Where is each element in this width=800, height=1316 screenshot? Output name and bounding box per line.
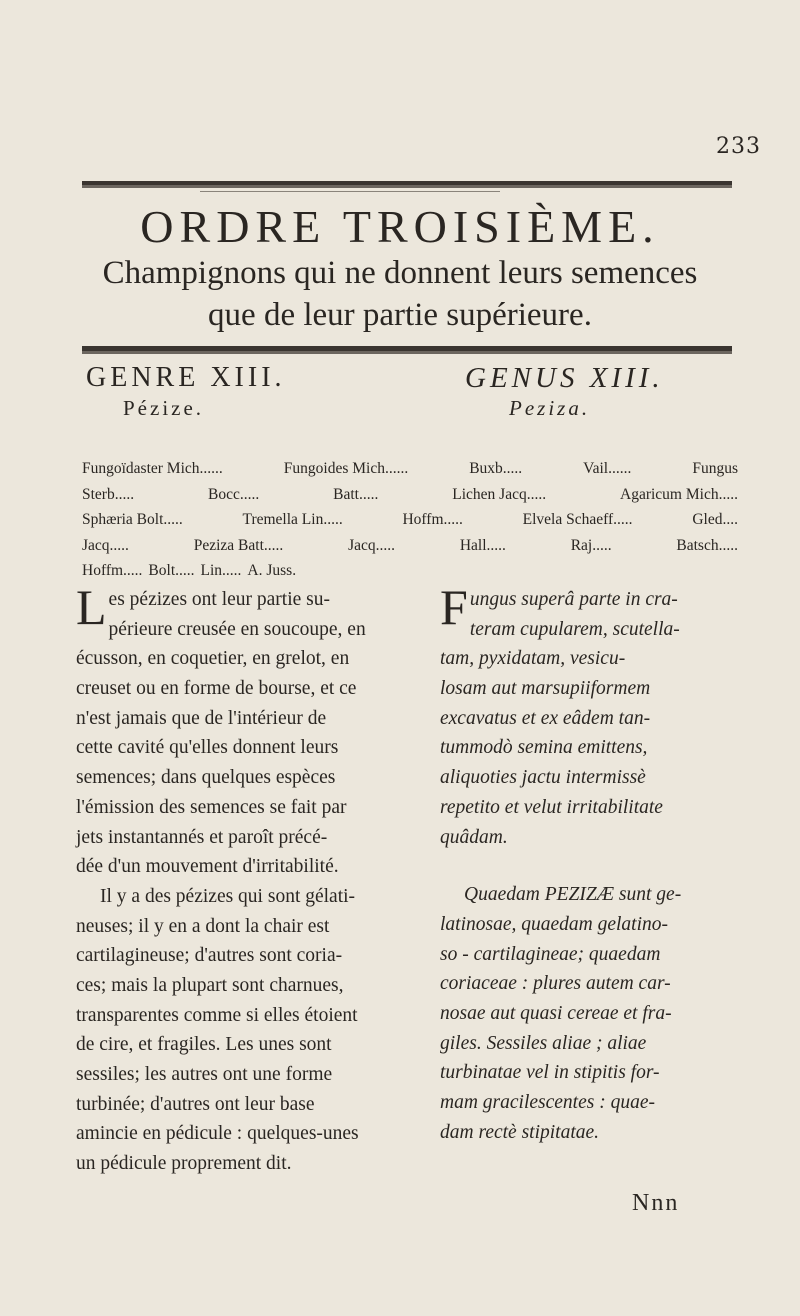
latin-text-line [440,999,754,1029]
french-text-span: transparentes comme si elles étoient [76,1004,358,1026]
latin-text-line [440,615,754,645]
latin-text-span: so - cartilagineae; quaedam [440,943,661,965]
latin-text-span: ungus superâ parte in cra- [469,589,678,610]
latin-text-line [440,1029,754,1059]
french-text-span: ces; mais la plupart sont charnues, [76,974,344,996]
latin-text-span: aliquoties jactu intermissè [440,767,646,789]
french-text-line [76,852,406,882]
synonym-row [82,456,738,482]
order-title: ORDRE TROISIÈME. [140,201,660,252]
latin-text-line [440,1088,754,1118]
synonym-entry: Hoffm..... [402,511,463,528]
synonym-entry: Sterb..... [82,485,135,503]
latin-text-span: giles. Sessiles aliae ; aliae [440,1032,647,1054]
french-text-line [76,763,406,793]
latin-text-span: excavatus et ex eâdem tan- [440,707,651,729]
french-text-span: l'émission des semences se fait par [76,796,347,818]
synonym-entry: Fungus [692,460,738,477]
latin-text-line [440,880,754,910]
latin-text-span: repetito et velut irritabilitate [440,796,663,818]
french-text-span: jets instantannés et paroît précé- [76,826,328,848]
latin-text-span: coriaceae : plures autem car- [440,973,671,995]
synonym-entry: Agaricum Mich..... [620,485,738,503]
latin-text-line [440,823,754,853]
latin-text-span: latinosae, quaedam gelatino- [440,913,669,935]
synonym-entry: Bolt..... [148,562,195,579]
synonym-entry: Jacq..... [348,536,395,554]
synonym-entry: Gled.... [692,511,738,528]
section-rule [82,346,732,354]
subtitle-line-2: que de leur partie supérieure. [208,297,592,333]
latin-text-line [440,674,754,704]
latin-text-span: quâdam. [440,826,508,848]
french-text-span: cette cavité qu'elles donnent leurs [76,737,339,759]
synonym-entry: Tremella Lin..... [242,511,343,528]
genre-heading-latin: GENUS XIII. [465,362,664,394]
latin-text-line [440,644,754,674]
french-text-line [76,941,406,971]
synonym-entry: A. Juss. [247,562,297,579]
french-text-line [76,1030,406,1060]
latin-text-line [440,940,754,970]
french-text-line [76,1090,406,1120]
latin-text-span: nosae aut quasi cereae et fra- [440,1002,672,1024]
synonym-entry: Batt..... [333,485,379,503]
french-text-line [76,1060,406,1090]
french-text-span: Il y a des pézizes qui sont gélati- [100,885,356,907]
synonym-entry: Lin..... [200,562,242,579]
french-text-line [76,971,406,1001]
french-text-span: neuses; il y en a dont la chair est [76,915,330,937]
synonym-entry: Vail...... [583,460,632,477]
latin-text-span: dam rectè stipitatae. [440,1121,600,1143]
latin-description [440,579,754,1147]
synonym-entry: Hall..... [459,536,506,554]
drop-cap: L [76,579,107,635]
synonym-row [82,482,738,508]
signature-mark: Nnn [632,1190,680,1216]
latin-text-span: tummodò semina emittens, [440,737,648,759]
french-text-line [76,912,406,942]
french-text-span: turbinée; d'autres ont leur base [76,1093,315,1115]
synonym-row [82,507,738,533]
french-text-line [76,823,406,853]
french-text-span: écusson, en coquetier, en grelot, en [76,648,350,670]
french-text-line [76,733,406,763]
latin-text-span: teram cupularem, scutella- [469,618,680,640]
french-text-span: n'est jamais que de l'intérieur de [76,707,327,729]
french-text-span: amincie en pédicule : quelques-unes [76,1123,359,1145]
latin-text-span: tam, pyxidatam, vesicu- [440,648,626,670]
french-text-line [76,793,406,823]
synonym-entry: Lichen Jacq..... [452,485,547,503]
synonym-row [82,558,738,584]
genre-name-latin: Peziza. [509,396,591,420]
french-text-span: sessiles; les autres ont une forme [76,1064,333,1085]
french-text-span: semences; dans quelques espèces [76,767,336,789]
synonym-entry: Buxb..... [469,460,523,477]
subtitle-line-1: Champignons qui ne donnent leurs semences [102,255,698,291]
french-text-span: un pédicule proprement dit. [76,1153,292,1175]
latin-text-line [440,733,754,763]
french-description [76,579,406,1179]
synonym-entry: Fungoïdaster Mich...... [82,460,223,477]
synonym-entry: Batsch..... [676,536,738,554]
synonym-entry: Jacq..... [82,536,129,554]
header-rule [82,181,732,188]
french-text-line [76,704,406,734]
genre-heading-french: GENRE XIII. [86,362,286,393]
latin-text-span: losam aut marsupiiformem [440,678,651,700]
synonym-entry: Fungoides Mich...... [283,460,409,477]
french-text-span: de cire, et fragiles. Les unes sont [76,1034,332,1056]
french-text-line [76,1149,406,1179]
synonymy-block [82,456,738,584]
french-text-span: creuset ou en forme de bourse, et ce [76,678,357,700]
latin-text-line [440,704,754,734]
drop-cap: F [440,579,468,635]
synonym-entry: Elvela Schaeff..... [522,511,633,528]
french-text-span: es pézizes ont leur partie su- [108,589,330,610]
latin-text-span: turbinatae vel in stipitis for- [440,1062,660,1084]
synonym-entry: Peziza Batt..... [193,536,284,554]
french-text-span: cartilagineuse; d'autres sont coria- [76,945,343,967]
french-text-line [76,674,406,704]
latin-text-span: mam gracilescentes : quae- [440,1092,655,1113]
french-text-line [76,1119,406,1149]
french-text-line [109,615,406,645]
latin-text-line [440,1118,754,1148]
french-text-line [76,1001,406,1031]
latin-text-line [440,969,754,999]
synonym-entry: Raj..... [570,536,612,554]
latin-text-line [440,793,754,823]
synonym-entry: Sphæria Bolt..... [82,511,183,528]
french-text-line [76,882,406,912]
latin-text-line [440,763,754,793]
page-number: 233 [716,134,761,159]
synonym-entry: Hoffm..... [82,562,143,579]
latin-text-line [440,1058,754,1088]
latin-text-line [440,910,754,940]
latin-text-span: Quaedam PEZIZÆ sunt ge- [464,884,682,906]
french-text-span: dée d'un mouvement d'irritabilité. [76,856,339,878]
french-text-span: périeure creusée en soucoupe, en [108,618,366,640]
synonym-entry: Bocc..... [208,485,260,503]
synonym-row [82,533,738,559]
header-rule-thin [200,191,500,192]
french-text-line [76,644,406,674]
genre-name-french: Pézize. [123,396,205,420]
